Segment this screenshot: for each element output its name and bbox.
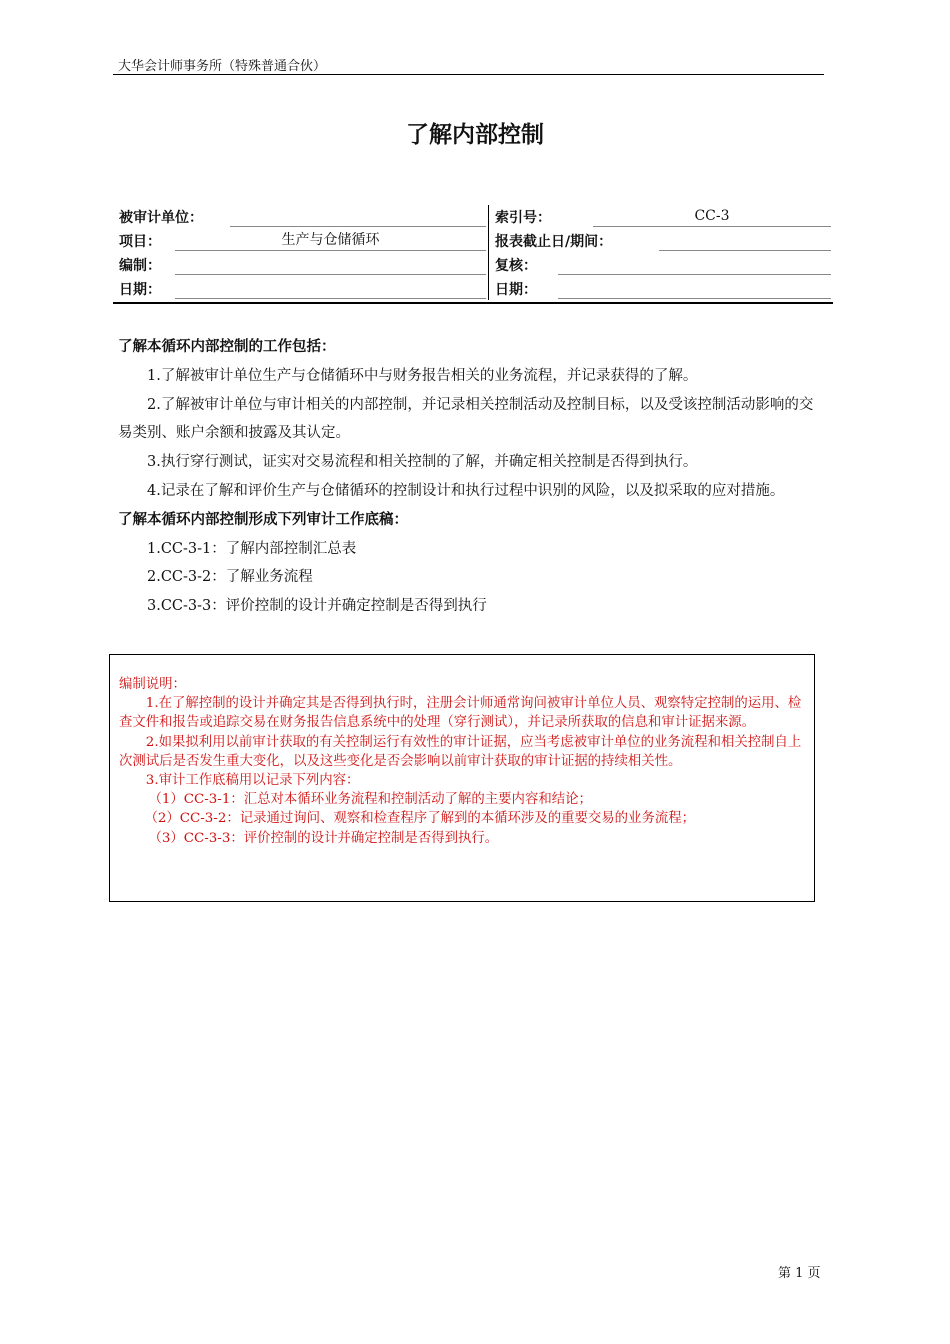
- date-label-left: 日期：: [119, 282, 161, 298]
- section-heading-work: 了解本循环内部控制的工作包括：: [118, 339, 336, 355]
- work-item-2: 2.了解被审计单位与审计相关的内部控制，并记录相关控制活动及控制目标，以及受该控制活动影响的交易类别、账户余额和披露及其认定。: [118, 396, 814, 442]
- project-field[interactable]: 生产与仓储循环: [175, 230, 486, 251]
- date-field-left[interactable]: [175, 278, 486, 299]
- info-bottom-rule: [113, 302, 833, 304]
- work-item-1: 1.了解被审计单位生产与仓储循环中与财务报告相关的业务流程，并记录获得的了解。: [147, 367, 698, 384]
- review-field[interactable]: [558, 254, 831, 275]
- note-paragraph-3: 3.审计工作底稿用以记录下列内容：: [145, 773, 360, 789]
- preparation-notes-box: [109, 654, 815, 902]
- section-heading-papers: 了解本循环内部控制形成下列审计工作底稿：: [118, 511, 408, 528]
- period-field[interactable]: [659, 230, 831, 251]
- prepared-label: 编制：: [119, 258, 161, 274]
- date-label-right: 日期：: [495, 282, 537, 298]
- header-divider: [113, 74, 824, 75]
- firm-name: 大华会计师事务所（特殊普通合伙）: [118, 59, 327, 74]
- paper-item-2: 2.CC-3-2：了解业务流程: [147, 569, 313, 586]
- project-label: 项目：: [119, 234, 161, 250]
- paper-item-3: 3.CC-3-3：评价控制的设计并确定控制是否得到执行: [147, 598, 487, 615]
- info-row-2: [113, 229, 833, 253]
- note-sub-item-3: （3）CC-3-3：评价控制的设计并确定控制是否得到执行。: [148, 830, 499, 846]
- note-sub-item-1: （1）CC-3-1：汇总对本循环业务流程和控制活动了解的主要内容和结论；: [148, 792, 592, 808]
- date-field-right[interactable]: [558, 278, 831, 299]
- audit-info-block: [113, 205, 833, 305]
- index-field[interactable]: CC-3: [593, 206, 831, 227]
- preparation-notes-text: [119, 675, 807, 848]
- paper-item-1: 1.CC-3-1：了解内部控制汇总表: [147, 540, 357, 557]
- index-label: 索引号：: [495, 210, 551, 226]
- note-sub-item-2: （2）CC-3-2：记录通过询问、观察和检查程序了解到的本循环涉及的重要交易的业务流程；: [144, 811, 696, 827]
- work-item-4: 4.记录在了解和评价生产与仓储循环的控制设计和执行过程中识别的风险，以及拟采取的应对措施。: [147, 482, 785, 499]
- info-row-3: [113, 253, 833, 277]
- prepared-field[interactable]: [175, 254, 486, 275]
- info-row-1: [113, 205, 833, 229]
- period-label: 报表截止日/期间：: [495, 234, 613, 250]
- review-label: 复核：: [495, 258, 537, 274]
- main-content: [118, 333, 824, 621]
- auditee-label: 被审计单位：: [119, 210, 203, 226]
- note-paragraph-1: 1.在了解控制的设计并确定其是否得到执行时，注册会计师通常询问被审计单位人员、观察特定控制的运用、检查文件和报告或追踪交易在财务报告信息系统中的处理（穿行测试），并记录所获取的信息和审计证据来源。: [119, 696, 802, 731]
- note-paragraph-2: 2.如果拟利用以前审计获取的有关控制运行有效性的审计证据，应当考虑被审计单位的业务流程和相关控制自上次测试后是否发生重大变化，以及这些变化是否会影响以前审计获取的审计证据的持续相关性。: [119, 734, 802, 769]
- page-title: 了解内部控制: [406, 122, 544, 148]
- notes-title: 编制说明：: [119, 677, 186, 692]
- info-row-4: [113, 277, 833, 301]
- page-number: 第 1 页: [778, 1266, 821, 1281]
- auditee-field[interactable]: [230, 206, 486, 227]
- work-item-3: 3.执行穿行测试，证实对交易流程和相关控制的了解，并确定相关控制是否得到执行。: [147, 454, 698, 471]
